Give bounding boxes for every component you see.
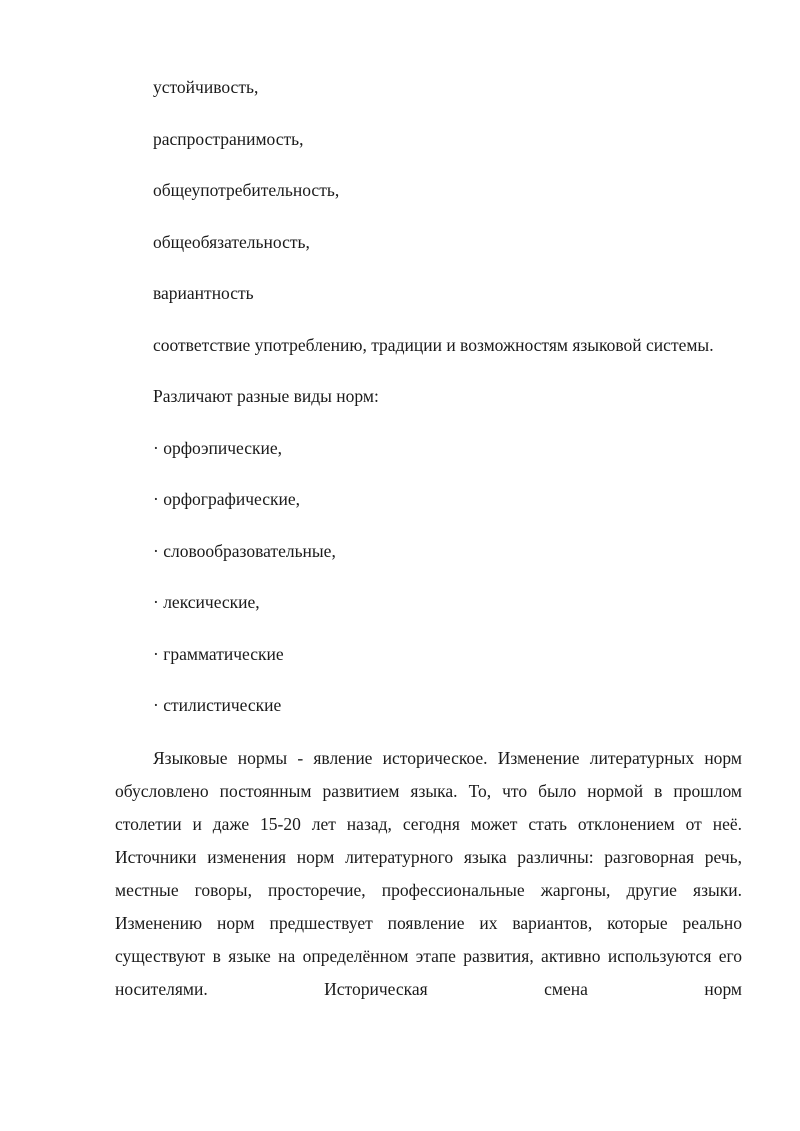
- norm-type-item: · стилистические: [153, 695, 282, 715]
- history-paragraph: Языковые нормы - явление историческое. Изменение литературных норм обусловлено постоянным развитием языка. То, что было нормой в прошлом столетии и даже 15-20 лет назад, сегодня может стать отклонением от неё. Источники изменения норм литературного языка различны: разговорная речь, местные говоры, просторечие, профессиональные жаргоны, другие языки. Изменению норм предшествует появление их вариантов, которые реально существуют в языке на определённом этапе развития, активно используются его носителями. Историческая смена норм: [115, 747, 742, 999]
- conformity-paragraph: соответствие употреблению, традиции и возможностям языковой системы.: [153, 334, 714, 355]
- norm-type-item: · орфографические,: [153, 489, 300, 509]
- norm-property-item: общеупотребительность,: [153, 180, 340, 200]
- norm-type-item: · лексические,: [153, 592, 260, 612]
- norms-intro: Различают разные виды норм:: [153, 386, 379, 406]
- norm-property-item: устойчивость,: [153, 77, 259, 97]
- norm-property-item: распространимость,: [153, 128, 304, 149]
- norm-property-item: вариантность: [153, 283, 254, 303]
- norm-type-item: · словообразовательные,: [153, 540, 336, 561]
- norm-type-item: · орфоэпические,: [153, 437, 283, 458]
- norm-type-item: · грамматические: [153, 643, 284, 664]
- page-content: [115, 72, 742, 1006]
- norm-property-item: общеобязательность,: [153, 231, 310, 252]
